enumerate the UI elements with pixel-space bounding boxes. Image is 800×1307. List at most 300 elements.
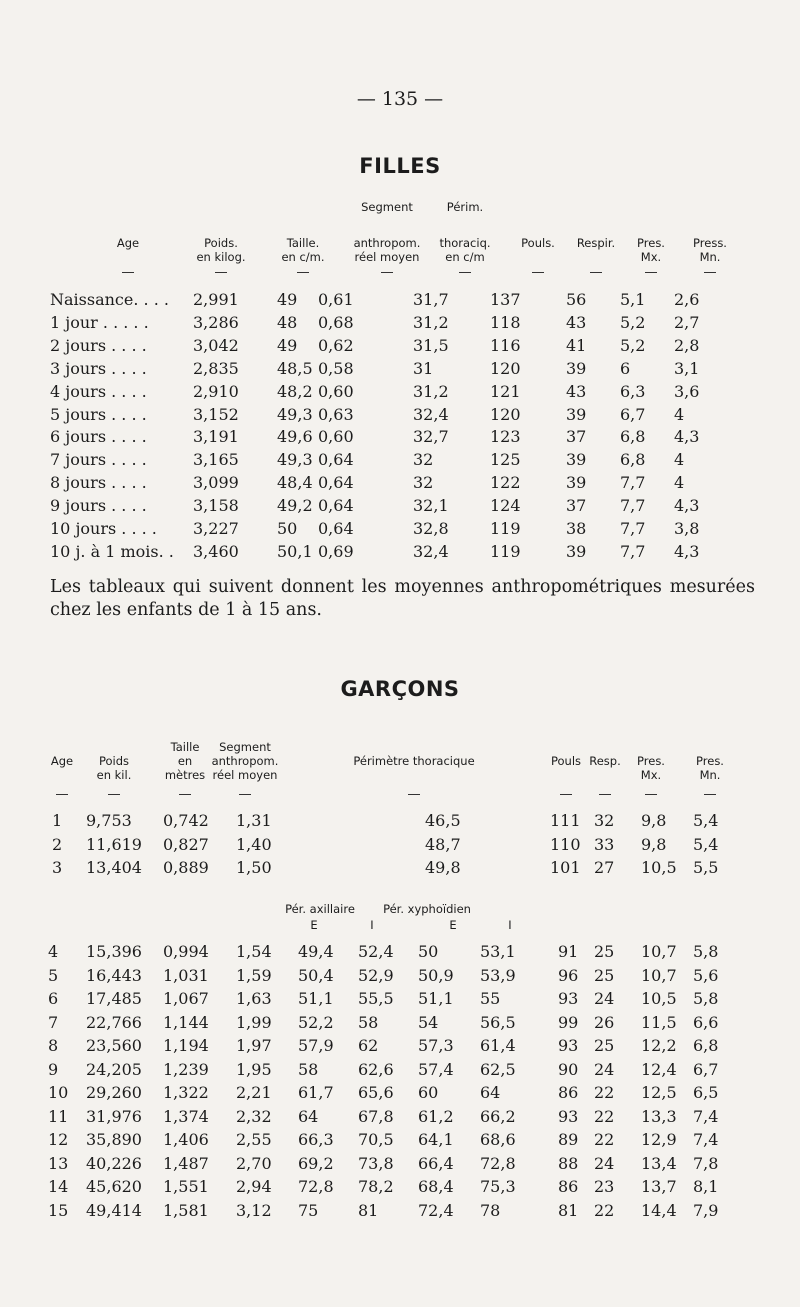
garcons-cell: 89: [558, 1130, 579, 1149]
filles-cell: 2,835: [193, 358, 239, 378]
garcons-row: [0, 1013, 800, 1035]
filles-cell: 0,68: [318, 312, 354, 332]
filles-header-8-line2: Pres.: [637, 236, 665, 250]
filles-row: [0, 290, 800, 312]
garcons-row: [0, 1201, 800, 1223]
filles-cell: 48,2: [277, 381, 313, 401]
garcons-age: 2: [52, 834, 63, 854]
filles-cell: 37: [566, 496, 587, 516]
garcons-cell: 56,5: [480, 1012, 516, 1032]
garcons-cell: 78: [480, 1200, 501, 1220]
garcons-header-5-line2: Périmètre thoracique: [353, 754, 475, 768]
filles-row-label: 1 jour . . . . .: [50, 312, 149, 332]
filles-cell: 120: [490, 404, 521, 424]
garcons-cell: 1,144: [163, 1012, 209, 1032]
garcons-cell: 81: [558, 1200, 579, 1220]
garcons-cell: 62,6: [358, 1059, 394, 1079]
filles-cell: 37: [566, 427, 587, 447]
garcons-header-3-line1: Taille: [170, 740, 200, 754]
page-number: — 135 —: [356, 88, 444, 110]
garcons-cell: 1,40: [236, 834, 272, 854]
filles-row: [0, 336, 800, 358]
filles-header-9-line2: Press.: [693, 236, 727, 250]
filles-row-label: 9 jours . . . .: [50, 496, 147, 516]
filles-row-label: 6 jours . . . .: [50, 427, 147, 447]
filles-cell: 0,64: [318, 496, 354, 516]
garcons-cell: 1,322: [163, 1083, 209, 1102]
filles-row-label: 10 j. à 1 mois. .: [50, 541, 174, 561]
filles-cell: 39: [566, 404, 587, 424]
garcons-cell: 16,443: [86, 965, 142, 985]
garcons-cell: 91: [558, 942, 579, 961]
garcons-cell: 12,2: [641, 1036, 677, 1055]
garcons-cell: 14,4: [641, 1200, 677, 1220]
garcons-row: [0, 858, 800, 880]
filles-cell: 49,2: [277, 496, 313, 516]
filles-row: [0, 542, 800, 564]
filles-row: [0, 382, 800, 404]
garcons-cell: 50: [418, 942, 439, 961]
garcons-cell: 7,9: [693, 1200, 719, 1220]
garcons-cell: 2,70: [236, 1153, 272, 1173]
filles-cell: 2,7: [674, 312, 700, 332]
filles-header-4-line3: réel moyen: [354, 250, 420, 264]
garcons-header-9-line3: Mn.: [699, 768, 721, 782]
garcons-cell: 61,2: [418, 1106, 454, 1126]
filles-cell: 4: [674, 473, 685, 493]
garcons-cell: 22: [594, 1200, 615, 1220]
filles-header-rule: [459, 272, 471, 273]
garcons-cell: 1,067: [163, 989, 209, 1008]
filles-cell: 7,7: [620, 541, 646, 561]
filles-header-rule: [590, 272, 602, 273]
filles-cell: 48: [277, 312, 298, 332]
garcons-cell: 10,5: [641, 858, 677, 877]
garcons-header-4-line2: anthropom.: [211, 754, 279, 768]
garcons-cell: 12,4: [641, 1059, 677, 1079]
garcons-cell: 6,8: [693, 1036, 719, 1055]
filles-header-rule: [645, 272, 657, 273]
garcons-cell: 0,742: [163, 811, 209, 830]
filles-header-9-line3: Mn.: [699, 250, 721, 264]
garcons-cell: 53,1: [480, 942, 516, 961]
garcons-row: [0, 1083, 800, 1105]
garcons-cell: 40,226: [86, 1153, 142, 1173]
filles-cell: 3,6: [674, 381, 700, 401]
garcons-cell: 22: [594, 1083, 615, 1102]
filles-row: [0, 496, 800, 518]
filles-cell: 3,191: [193, 427, 239, 447]
garcons-cell: 13,3: [641, 1106, 677, 1126]
garcons-cell: 17,485: [86, 989, 142, 1008]
filles-cell: 7,7: [620, 519, 646, 538]
garcons-row: [0, 966, 800, 988]
garcons-cell: 62,5: [480, 1059, 516, 1079]
garcons-cell: 1,54: [236, 942, 272, 961]
garcons-age: 12: [48, 1130, 69, 1149]
garcons-cell: 65,6: [358, 1083, 394, 1102]
filles-header-3-line3: en c/m.: [281, 250, 325, 264]
filles-cell: 4,3: [674, 427, 700, 447]
filles-cell: 31,2: [413, 312, 449, 332]
garcons-cell: 70,5: [358, 1130, 394, 1149]
garcons-cell: 5,8: [693, 942, 719, 961]
filles-cell: 49,6: [277, 427, 313, 447]
garcons-cell: 1,374: [163, 1106, 209, 1126]
garcons-cell: 66,4: [418, 1153, 454, 1173]
garcons-cell: 6,6: [693, 1012, 719, 1032]
filles-cell: 6,8: [620, 450, 646, 470]
filles-cell: 0,63: [318, 404, 354, 424]
filles-header-8-line3: Mx.: [640, 250, 662, 264]
garcons-row: [0, 1130, 800, 1152]
garcons-cell: 9,753: [86, 811, 132, 830]
garcons-cell: 99: [558, 1012, 579, 1032]
filles-cell: 0,58: [318, 358, 354, 378]
garcons-header-rule: [108, 794, 120, 795]
garcons-header-3-line2: en: [177, 754, 193, 768]
garcons-cell: 1,487: [163, 1153, 209, 1173]
filles-header-rule: [532, 272, 544, 273]
filles-header-rule: [215, 272, 227, 273]
garcons-age: 6: [48, 989, 59, 1008]
filles-row: [0, 427, 800, 449]
garcons-cell: 2,32: [236, 1106, 272, 1126]
garcons-cell: 50,9: [418, 965, 454, 985]
garcons-age: 14: [48, 1177, 69, 1196]
garcons-cell: 27: [594, 858, 615, 877]
filles-cell: 119: [490, 519, 521, 538]
filles-cell: 6: [620, 358, 631, 378]
garcons-cell: 64: [480, 1083, 501, 1102]
filles-cell: 122: [490, 473, 521, 493]
garcons-cell: 7,8: [693, 1153, 719, 1173]
garcons-age: 9: [48, 1059, 59, 1079]
garcons-cell: 58: [298, 1059, 319, 1079]
filles-cell: 119: [490, 541, 521, 561]
garcons-age: 10: [48, 1083, 69, 1102]
garcons-cell: 6,7: [693, 1059, 719, 1079]
garcons-cell: 24: [594, 989, 615, 1008]
garcons-age: 5: [48, 965, 59, 985]
garcons-title: GARÇONS: [340, 677, 460, 701]
garcons-cell: 1,99: [236, 1012, 272, 1032]
garcons-cell: 1,194: [163, 1036, 209, 1055]
garcons-cell: 51,1: [298, 989, 334, 1008]
filles-cell: 3,152: [193, 404, 239, 424]
garcons-cell: 49,8: [425, 858, 461, 877]
garcons-sub-axillary-header: Pér. axillaire: [285, 902, 355, 916]
garcons-cell: 10,7: [641, 942, 677, 961]
garcons-header-rule: [56, 794, 68, 795]
garcons-cell: 61,4: [480, 1036, 516, 1055]
garcons-cell: 52,2: [298, 1012, 334, 1032]
garcons-cell: 26: [594, 1012, 615, 1032]
filles-cell: 31,7: [413, 290, 449, 309]
garcons-cell: 1,551: [163, 1177, 209, 1196]
garcons-cell: 31,976: [86, 1106, 142, 1126]
filles-cell: 6,3: [620, 381, 646, 401]
garcons-cell: 62: [358, 1036, 379, 1055]
filles-cell: 49: [277, 290, 298, 309]
filles-cell: 31,2: [413, 381, 449, 401]
garcons-cell: 55: [480, 989, 501, 1008]
garcons-cell: 22,766: [86, 1012, 142, 1032]
garcons-cell: 78,2: [358, 1177, 394, 1196]
filles-header-rule: [381, 272, 393, 273]
filles-cell: 120: [490, 358, 521, 378]
filles-row-label: 2 jours . . . .: [50, 335, 147, 355]
filles-cell: 3,227: [193, 519, 239, 538]
filles-cell: 5,2: [620, 335, 646, 355]
filles-cell: 5,1: [620, 290, 646, 309]
filles-row-label: Naissance. . . .: [50, 290, 169, 309]
garcons-cell: 52,9: [358, 965, 394, 985]
garcons-cell: 1,95: [236, 1059, 272, 1079]
garcons-cell: 81: [358, 1200, 379, 1220]
filles-cell: 3,099: [193, 473, 239, 493]
garcons-header-8-line2: Pres.: [637, 754, 665, 768]
garcons-cell: 1,97: [236, 1036, 272, 1055]
garcons-header-6-line2: Pouls: [550, 754, 582, 768]
garcons-cell: 6,5: [693, 1083, 719, 1102]
garcons-header-2-line2: Poids: [98, 754, 130, 768]
garcons-cell: 72,8: [298, 1177, 334, 1196]
garcons-cell: 12,9: [641, 1130, 677, 1149]
garcons-cell: 55,5: [358, 989, 394, 1008]
filles-cell: 4,3: [674, 496, 700, 516]
filles-cell: 137: [490, 290, 521, 309]
filles-row: [0, 450, 800, 472]
garcons-cell: 25: [594, 1036, 615, 1055]
garcons-cell: 53,9: [480, 965, 516, 985]
filles-cell: 5,2: [620, 312, 646, 332]
garcons-header-rule: [599, 794, 611, 795]
filles-cell: 116: [490, 335, 521, 355]
filles-cell: 32,1: [413, 496, 449, 516]
filles-cell: 32,4: [413, 541, 449, 561]
garcons-header-7-line2: Resp.: [589, 754, 621, 768]
garcons-cell: 0,827: [163, 834, 209, 854]
garcons-header-9-line2: Pres.: [696, 754, 724, 768]
filles-cell: 2,8: [674, 335, 700, 355]
garcons-cell: 54: [418, 1012, 439, 1032]
filles-cell: 3,042: [193, 335, 239, 355]
garcons-cell: 111: [550, 811, 581, 830]
garcons-sub-axillary-i-header: I: [370, 918, 374, 932]
garcons-cell: 45,620: [86, 1177, 142, 1196]
garcons-cell: 10,5: [641, 989, 677, 1008]
filles-cell: 43: [566, 381, 587, 401]
garcons-header-1-line2: Age: [50, 754, 74, 768]
garcons-cell: 2,55: [236, 1130, 272, 1149]
garcons-cell: 1,59: [236, 965, 272, 985]
filles-cell: 31,5: [413, 335, 449, 355]
garcons-cell: 52,4: [358, 942, 394, 961]
filles-cell: 50,1: [277, 541, 313, 561]
garcons-cell: 2,94: [236, 1177, 272, 1196]
garcons-header-rule: [408, 794, 420, 795]
garcons-cell: 93: [558, 1106, 579, 1126]
garcons-cell: 11,619: [86, 834, 142, 854]
filles-cell: 0,64: [318, 450, 354, 470]
garcons-age: 15: [48, 1200, 69, 1220]
garcons-cell: 5,4: [693, 834, 719, 854]
garcons-cell: 67,8: [358, 1106, 394, 1126]
garcons-cell: 86: [558, 1177, 579, 1196]
garcons-cell: 66,3: [298, 1130, 334, 1149]
garcons-header-rule: [239, 794, 251, 795]
garcons-cell: 1,031: [163, 965, 209, 985]
filles-cell: 56: [566, 290, 587, 309]
garcons-header-4-line1: Segment: [219, 740, 271, 754]
garcons-header-2-line3: en kil.: [96, 768, 132, 782]
garcons-cell: 5,6: [693, 965, 719, 985]
garcons-cell: 23,560: [86, 1036, 142, 1055]
filles-row-label: 4 jours . . . .: [50, 381, 147, 401]
garcons-cell: 11,5: [641, 1012, 677, 1032]
garcons-cell: 35,890: [86, 1130, 142, 1149]
garcons-cell: 22: [594, 1106, 615, 1126]
garcons-age: 3: [52, 858, 63, 877]
garcons-cell: 0,889: [163, 858, 209, 877]
garcons-cell: 64: [298, 1106, 319, 1126]
garcons-row: [0, 835, 800, 857]
garcons-cell: 72,4: [418, 1200, 454, 1220]
garcons-row: [0, 1107, 800, 1129]
filles-header-4-line1: Segment: [361, 200, 413, 214]
garcons-cell: 24: [594, 1153, 615, 1173]
garcons-row: [0, 942, 800, 964]
filles-cell: 3,286: [193, 312, 239, 332]
filles-header-3-line2: Taille.: [286, 236, 320, 250]
filles-row-label: 5 jours . . . .: [50, 404, 147, 424]
garcons-cell: 8,1: [693, 1177, 719, 1196]
filles-cell: 0,64: [318, 473, 354, 493]
garcons-cell: 22: [594, 1130, 615, 1149]
filles-row: [0, 519, 800, 541]
garcons-cell: 51,1: [418, 989, 454, 1008]
filles-header-rule: [704, 272, 716, 273]
garcons-cell: 29,260: [86, 1083, 142, 1102]
filles-row-label: 8 jours . . . .: [50, 473, 147, 493]
filles-cell: 49,3: [277, 450, 313, 470]
filles-row: [0, 313, 800, 335]
garcons-cell: 24,205: [86, 1059, 142, 1079]
filles-cell: 49,3: [277, 404, 313, 424]
garcons-cell: 73,8: [358, 1153, 394, 1173]
garcons-header-rule: [645, 794, 657, 795]
filles-cell: 6,7: [620, 404, 646, 424]
garcons-cell: 1,50: [236, 858, 272, 877]
filles-header-2-line3: en kilog.: [196, 250, 246, 264]
filles-cell: 0,60: [318, 427, 354, 447]
garcons-cell: 46,5: [425, 811, 461, 830]
filles-cell: 39: [566, 358, 587, 378]
filles-title: FILLES: [359, 154, 441, 178]
garcons-cell: 60: [418, 1083, 439, 1102]
garcons-header-3-line3: mètres: [164, 768, 206, 782]
garcons-cell: 1,581: [163, 1200, 209, 1220]
garcons-cell: 72,8: [480, 1153, 516, 1173]
filles-cell: 6,8: [620, 427, 646, 447]
filles-cell: 2,991: [193, 290, 239, 309]
filles-row-label: 7 jours . . . .: [50, 450, 147, 470]
filles-cell: 4: [674, 450, 685, 470]
garcons-cell: 25: [594, 965, 615, 985]
filles-header-7-line2: Respir.: [576, 236, 616, 250]
garcons-cell: 1,239: [163, 1059, 209, 1079]
filles-header-4-line2: anthropom.: [353, 236, 421, 250]
garcons-row: [0, 811, 800, 833]
garcons-cell: 13,7: [641, 1177, 677, 1196]
garcons-header-rule: [560, 794, 572, 795]
filles-cell: 7,7: [620, 496, 646, 516]
filles-cell: 4: [674, 404, 685, 424]
filles-cell: 3,165: [193, 450, 239, 470]
garcons-row: [0, 1177, 800, 1199]
filles-cell: 118: [490, 312, 521, 332]
garcons-cell: 25: [594, 942, 615, 961]
garcons-cell: 23: [594, 1177, 615, 1196]
garcons-cell: 32: [594, 811, 615, 830]
garcons-cell: 13,404: [86, 858, 142, 877]
garcons-age: 8: [48, 1036, 59, 1055]
filles-header-1-line2: Age: [116, 236, 140, 250]
garcons-cell: 75,3: [480, 1177, 516, 1196]
garcons-header-rule: [704, 794, 716, 795]
filles-header-rule: [122, 272, 134, 273]
filles-header-5-line3: en c/m: [445, 250, 485, 264]
filles-cell: 32,7: [413, 427, 449, 447]
garcons-cell: 69,2: [298, 1153, 334, 1173]
filles-header-5-line1: Périm.: [446, 200, 484, 214]
garcons-row: [0, 1154, 800, 1176]
filles-cell: 2,6: [674, 290, 700, 309]
filles-cell: 39: [566, 450, 587, 470]
garcons-cell: 33: [594, 834, 615, 854]
filles-cell: 4,3: [674, 541, 700, 561]
garcons-cell: 1,406: [163, 1130, 209, 1149]
garcons-cell: 24: [594, 1059, 615, 1079]
garcons-cell: 88: [558, 1153, 579, 1173]
garcons-row: [0, 989, 800, 1011]
garcons-age: 11: [48, 1106, 69, 1126]
garcons-header-4-line3: réel moyen: [212, 768, 278, 782]
garcons-cell: 49,4: [298, 942, 334, 961]
filles-cell: 38: [566, 519, 587, 538]
filles-cell: 2,910: [193, 381, 239, 401]
filles-cell: 125: [490, 450, 521, 470]
garcons-cell: 7,4: [693, 1106, 719, 1126]
garcons-header-rule: [179, 794, 191, 795]
filles-cell: 32,4: [413, 404, 449, 424]
garcons-cell: 10,7: [641, 965, 677, 985]
filles-cell: 49: [277, 335, 298, 355]
garcons-cell: 68,6: [480, 1130, 516, 1149]
filles-row-label: 3 jours . . . .: [50, 358, 147, 378]
garcons-cell: 57,9: [298, 1036, 334, 1055]
garcons-cell: 93: [558, 989, 579, 1008]
filles-cell: 3,1: [674, 358, 700, 378]
filles-cell: 124: [490, 496, 521, 516]
filles-header-6-line2: Pouls.: [521, 236, 555, 250]
garcons-cell: 49,414: [86, 1200, 142, 1220]
filles-cell: 48,5: [277, 358, 313, 378]
filles-cell: 7,7: [620, 473, 646, 493]
garcons-cell: 3,12: [236, 1200, 272, 1220]
filles-row-label: 10 jours . . . .: [50, 519, 157, 538]
